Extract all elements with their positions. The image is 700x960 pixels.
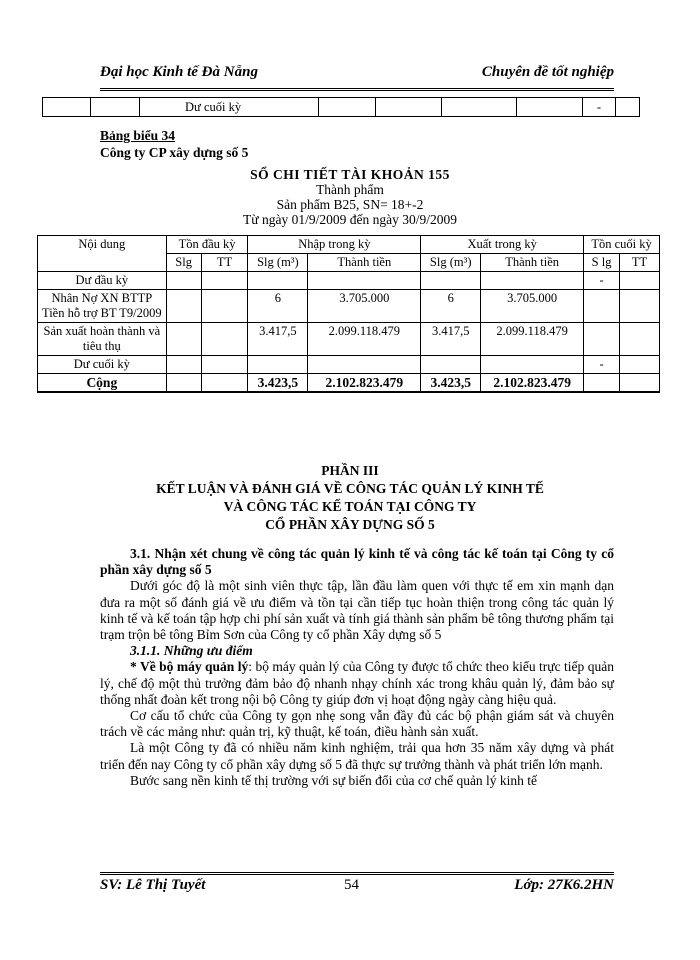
row-label: Dư đầu kỳ — [38, 272, 167, 290]
body-text — [100, 546, 614, 789]
header-divider — [100, 88, 614, 91]
ledger-subtitle: Thành phẩm — [316, 182, 384, 197]
footer-student: SV: Lê Thị Tuyết — [100, 877, 206, 893]
table-header-row — [38, 236, 660, 254]
part-title-line-2: VÀ CÔNG TÁC KẾ TOÁN TẠI CÔNG TY — [223, 499, 477, 514]
paragraph: Dưới góc độ là một sinh viên thực tập, lần đầu làm quen với thực tế em xin mạnh dạn đưa ra một số đánh giá về ưu điểm và tồn tại cần tiếp tục hoàn thiện trong công tác quản lý kinh tế và kế toán tập hợp chi phí sản xuất và tính giá thành sản phẩm bê tông thương phẩm tại trạm trộn bê tông Bỉm Sơn của Công ty cổ phần Xây dựng số 5 — [100, 578, 614, 643]
paragraph: * Về bộ máy quản lý: bộ máy quản lý của Công ty được tổ chức theo kiểu trực tiếp quản lý, chế độ một thủ trưởng đảm bảo độ nhanh nhạy chính xác trong khâu quản lý, đảm bảo sự thống nhất đoàn kết trong nội bộ Công ty giúp đơn vị hoạt động ngày càng hiệu quả. — [100, 659, 614, 707]
col-noi-dung: Nội dung — [38, 236, 167, 272]
closing-balance-mark: - — [582, 98, 615, 117]
footer-class: Lớp: 27K6.2HN — [514, 877, 614, 893]
subsubsection-heading: 3.1.1. Những ưu điểm — [130, 643, 253, 659]
sub-tt: TT — [620, 254, 660, 272]
paragraph-lead: * Về bộ máy quản lý — [130, 659, 249, 675]
table-caption — [100, 127, 248, 161]
col-ton-cuoi: Tồn cuối kỳ — [584, 236, 660, 254]
paragraph: Cơ cấu tổ chức của Công ty gọn nhẹ song vẫn đầy đủ các bộ phận giám sát và chuyên trách về các mảng như: quản trị, kỹ thuật, kế toán, điều hành sản xuất. — [100, 708, 614, 740]
sub-slg: S lg — [584, 254, 620, 272]
ledger-title — [0, 167, 700, 227]
footer-divider — [100, 872, 614, 875]
col-ton-dau: Tồn đầu kỳ — [166, 236, 248, 254]
row-label: Nhân Nợ XN BTTP Tiền hỗ trợ BT T9/2009 — [38, 290, 167, 323]
col-xuat: Xuất trong kỳ — [421, 236, 584, 254]
table-row: Nhân Nợ XN BTTP Tiền hỗ trợ BT T9/2009 6 3.705.000 6 3.705.000 — [38, 290, 660, 323]
header-university: Đại học Kinh tế Đà Nẵng — [100, 64, 258, 80]
row-label: Sản xuất hoàn thành và tiêu thụ — [38, 323, 167, 356]
part-number: PHẦN III — [321, 463, 379, 478]
sub-thanh-tien: Thành tiền — [308, 254, 421, 272]
sub-slg-m3: Slg (m³) — [248, 254, 308, 272]
part-title-line-3: CỔ PHẦN XÂY DỰNG SỐ 5 — [265, 517, 435, 532]
subsection-heading: 3.1. Nhận xét chung về công tác quản lý kinh tế và công tác kế toán tại Công ty cổ phần xây dựng số 5 — [100, 546, 614, 578]
page-footer — [100, 877, 614, 897]
page-header — [100, 64, 614, 88]
row-label: Dư cuối kỳ — [38, 356, 167, 374]
table-total-row: Cộng 3.423,5 2.102.823.479 3.423,5 2.102.823.479 — [38, 374, 660, 393]
table-row — [38, 272, 660, 290]
part-title-line-1: KẾT LUẬN VÀ ĐÁNH GIÁ VỀ CÔNG TÁC QUẢN LÝ KINH TẾ — [156, 481, 544, 496]
sub-slg-m3: Slg (m³) — [421, 254, 481, 272]
sub-tt: TT — [201, 254, 248, 272]
table-number: Bảng biểu 34 — [100, 128, 176, 143]
ledger-table — [37, 235, 660, 393]
section-heading — [0, 462, 700, 534]
table-row: Sản xuất hoàn thành và tiêu thụ 3.417,5 2.099.118.479 3.417,5 2.099.118.479 — [38, 323, 660, 356]
ledger-product: Sản phẩm B25, SN= 18+-2 — [276, 197, 424, 212]
paragraph: Bước sang nền kinh tế thị trường với sự biến đổi của cơ chế quản lý kinh tế — [130, 772, 538, 788]
previous-table-tail — [42, 97, 640, 117]
sub-slg: Slg — [166, 254, 201, 272]
col-nhap: Nhập trong kỳ — [248, 236, 421, 254]
ledger-title-main: SỔ CHI TIẾT TÀI KHOẢN 155 — [250, 167, 450, 182]
company-name: Công ty CP xây dựng số 5 — [100, 145, 249, 160]
table-row — [38, 356, 660, 374]
table-row — [43, 98, 640, 117]
ton-cuoi-slg: - — [584, 272, 620, 290]
paragraph: Là một Công ty đã có nhiều năm kinh nghiệm, trải qua hơn 35 năm xây dựng và phát triển đến nay Công ty cổ phần xây dựng số 5 đã thực sự trưởng thành và phát triển lớn mạnh. — [100, 740, 614, 772]
header-report-type: Chuyên đề tốt nghiệp — [481, 64, 614, 80]
closing-balance-label: Dư cuối kỳ — [140, 98, 319, 117]
page-number: 54 — [344, 877, 359, 893]
sub-thanh-tien: Thành tiền — [481, 254, 584, 272]
total-label: Cộng — [38, 374, 167, 393]
ton-cuoi-slg: - — [584, 356, 620, 374]
ledger-period: Từ ngày 01/9/2009 đến ngày 30/9/2009 — [243, 212, 457, 227]
